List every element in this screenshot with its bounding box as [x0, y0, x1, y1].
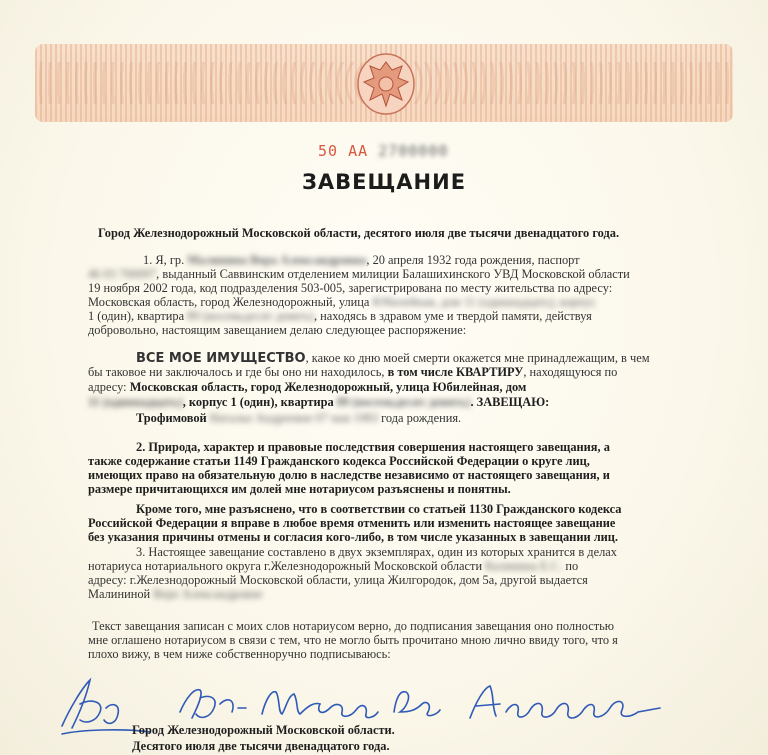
text: нотариуса нотариального округа г.Железнодорожный Московской области: [88, 559, 486, 573]
p5-line-2: [88, 559, 578, 573]
footer-line-1: Город Железнодорожный Московской области.: [132, 723, 395, 737]
text: года рождения.: [378, 411, 462, 425]
p2-line-4: [88, 395, 549, 409]
footer-line-2: Десятого июля две тысячи двенадцатого года.: [132, 739, 390, 753]
testator-name-redacted: Вере Александровне: [153, 587, 263, 601]
text: , находясь в здравом уме и твердой памяти, действуя: [313, 309, 592, 323]
text: , корпус 1 (один), квартира: [182, 395, 337, 409]
apartment-redacted: 89 (восемьдесят девять): [187, 309, 314, 323]
text: адресу:: [88, 380, 130, 394]
text: 1 (один), квартира: [88, 309, 188, 323]
serial-number-redacted: 2700000: [378, 142, 449, 160]
p1-line-2: [88, 267, 630, 281]
p5-line-1: 3. Настоящее завещание составлено в двух экземплярах, один из которых хранится в делах: [136, 545, 617, 559]
heir-surname: Трофимовой: [136, 411, 210, 425]
bequest-heading: ВСЕ МОЕ ИМУЩЕСТВО: [136, 351, 306, 366]
p1-line-1: [143, 253, 580, 267]
text: Малининой: [88, 587, 154, 601]
passport-number-redacted: 46 03 700097: [88, 267, 157, 281]
p1-line-5: [88, 309, 592, 323]
p5-line-3: адресу: г.Железнодорожный Московской области, улица Жилгородок, дом 5а, другой выдается: [88, 573, 588, 587]
apartment-redacted: 89 (восемьдесят девять): [336, 395, 471, 409]
text: , какое ко дню моей смерти окажется мне принадлежащим, в чем: [305, 351, 650, 365]
p2-line-5: [136, 411, 461, 425]
p3-line-1: 2. Природа, характер и правовые последствия совершения настоящего завещания, а: [136, 440, 610, 454]
text: по: [562, 559, 579, 573]
p3-line-2: также содержание статьи 1149 Гражданского кодекса Российской Федерации о круге лиц,: [88, 454, 590, 468]
p1-line-4: [88, 295, 596, 309]
street-redacted: Юбилейная, дом 11 (одиннадцать), корпус: [372, 295, 597, 309]
text: , выданный Саввинским отделением милиции Балашихинского УВД Московской области: [156, 267, 630, 281]
p2-line-2: [88, 365, 617, 379]
serial-prefix: 50 АА: [318, 142, 369, 160]
page-title: ЗАВЕЩАНИЕ: [301, 170, 467, 194]
coat-of-arms-icon: [356, 52, 416, 116]
header-line: Город Железнодорожный Московской области, десятого июля две тысячи двенадцатого года.: [98, 226, 620, 240]
p2-line-1: [136, 351, 650, 366]
p4-line-2: Российской Федерации я вправе в любое время отменить или изменить настоящее завещание: [88, 516, 616, 530]
testator-name-redacted: Малинина Вера Александровна: [187, 253, 367, 267]
p6-line-3: плохо вижу, в чем ниже собственноручно подписываюсь:: [88, 647, 391, 661]
notary-name-redacted: Калинина Е.С.: [485, 559, 563, 573]
text: Московская область, город Железнодорожный, улица: [88, 295, 373, 309]
p5-line-4: [88, 587, 263, 601]
house-number-redacted: 11 (одиннадцать): [88, 395, 183, 409]
p1-line-3: 19 ноября 2002 года, код подразделения 503-005, зарегистрирована по месту жительства по адресу:: [88, 281, 613, 295]
p4-line-1: Кроме того, мне разъяснено, что в соответствии со статьей 1130 Гражданского кодекса: [136, 502, 622, 516]
text: , находящуюся по: [523, 365, 618, 379]
text: бы таковое ни заключалось и где бы оно ни находилось,: [88, 365, 388, 379]
p6-line-1: Текст завещания записан с моих слов нотариусом верно, до подписания завещания оно полностью: [92, 619, 615, 633]
blank-serial-number: [318, 142, 448, 160]
text: Московская область, город Железнодорожный, улица Юбилейная, дом: [129, 380, 527, 394]
p2-line-3: [88, 380, 526, 394]
p1-line-6: добровольно, настоящим завещанием делаю следующее распоряжение:: [88, 323, 467, 337]
p3-line-3: имеющих право на обязательную долю в наследстве независимо от настоящего завещания, и: [88, 468, 610, 482]
text: 1. Я, гр.: [143, 253, 188, 267]
text: . ЗАВЕЩАЮ:: [470, 395, 550, 409]
text: в том числе КВАРТИРУ: [387, 365, 524, 379]
text: , 20 апреля 1932 года рождения, паспорт: [366, 253, 580, 267]
p6-line-2: мне оглашено нотариусом в связи с тем, что не могло быть прочитано мною лично ввиду того, что я: [88, 633, 618, 647]
p3-line-4: размере причитающихся им долей мне нотариусом разъяснены и понятны.: [88, 482, 511, 496]
heir-name-redacted: Наталье Андреевне 07 мая 1983: [209, 411, 379, 425]
p4-line-3: без указания причины отмены и согласия кого-либо, в том числе указанных в завещании лиц.: [88, 530, 619, 544]
